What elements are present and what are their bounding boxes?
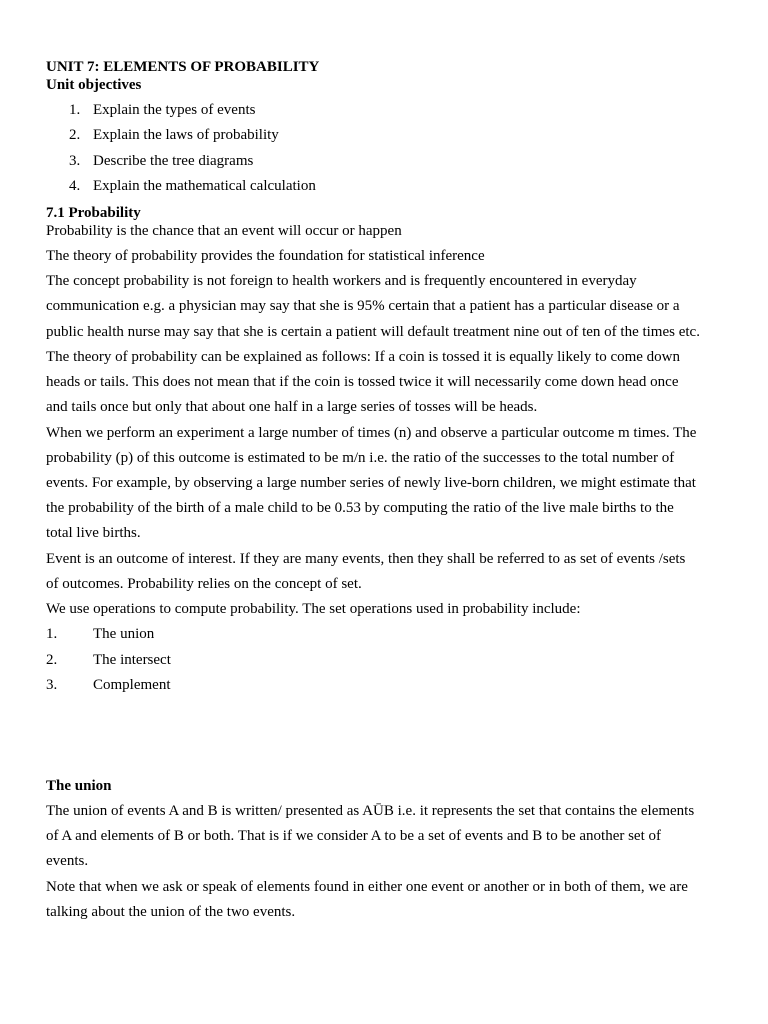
paragraph-line: heads or tails. This does not mean that if the coin is tossed twice it will necessarily come down head once	[46, 374, 679, 390]
section-title: 7.1 Probability	[46, 205, 141, 221]
paragraph-line: The concept probability is not foreign to health workers and is frequently encountered in everyday	[46, 273, 637, 289]
paragraph-line: Probability is the chance that an event will occur or happen	[46, 223, 402, 239]
paragraph-line: Event is an outcome of interest. If they are many events, then they shall be referred to as set of events /sets	[46, 551, 686, 567]
list-item-number: 1.	[69, 102, 81, 118]
list-item-text: Describe the tree diagrams	[93, 153, 254, 169]
list-item-number: 2.	[46, 652, 58, 668]
paragraph-line: When we perform an experiment a large number of times (n) and observe a particular outcome m times. The	[46, 425, 697, 441]
paragraph-line: events.	[46, 853, 89, 869]
list-item-text: The intersect	[93, 652, 171, 668]
paragraph-line: communication e.g. a physician may say that she is 95% certain that a patient has a particular disease or a	[46, 298, 680, 314]
paragraph-line: The theory of probability can be explained as follows: If a coin is tossed it is equally likely to come down	[46, 349, 681, 365]
paragraph-line: events. For example, by observing a large number series of newly live-born children, we might estimate that	[46, 475, 696, 491]
paragraph-line: total live births.	[46, 525, 141, 541]
paragraph-line: talking about the union of the two events.	[46, 904, 296, 920]
objectives-title: Unit objectives	[46, 77, 142, 93]
paragraph-line: The theory of probability provides the foundation for statistical inference	[46, 248, 485, 264]
list-item-text: Explain the mathematical calculation	[93, 178, 316, 194]
paragraph-line: probability (p) of this outcome is estimated to be m/n i.e. the ratio of the successes to the total number of	[46, 450, 675, 466]
paragraph-line: and tails once but only that about one half in a large series of tosses will be heads.	[46, 399, 538, 415]
paragraph-line: The union of events A and B is written/ presented as AŪB i.e. it represents the set that contains the elements	[46, 803, 695, 819]
list-item-text: Explain the types of events	[93, 102, 256, 118]
unit-title: UNIT 7: ELEMENTS OF PROBABILITY	[46, 59, 320, 75]
paragraph-line: public health nurse may say that she is certain a patient will default treatment nine out of ten of the times etc.	[46, 324, 700, 340]
list-item-text: The union	[93, 626, 155, 642]
list-item-number: 4.	[69, 178, 81, 194]
list-item-number: 2.	[69, 127, 81, 143]
list-item-number: 3.	[69, 153, 81, 169]
paragraph-line: the probability of the birth of a male child to be 0.53 by computing the ratio of the live male births to the	[46, 500, 674, 516]
list-item-number: 1.	[46, 626, 58, 642]
paragraph-line: We use operations to compute probability. The set operations used in probability include:	[46, 601, 581, 617]
paragraph-line: of A and elements of B or both. That is if we consider A to be a set of events and B to be another set of	[46, 828, 662, 844]
paragraph-line: of outcomes. Probability relies on the concept of set.	[46, 576, 362, 592]
section-title: The union	[46, 778, 112, 794]
list-item-number: 3.	[46, 677, 58, 693]
list-item-text: Complement	[93, 677, 171, 693]
paragraph-line: Note that when we ask or speak of elements found in either one event or another or in both of them, we are	[46, 879, 688, 895]
list-item-text: Explain the laws of probability	[93, 127, 279, 143]
